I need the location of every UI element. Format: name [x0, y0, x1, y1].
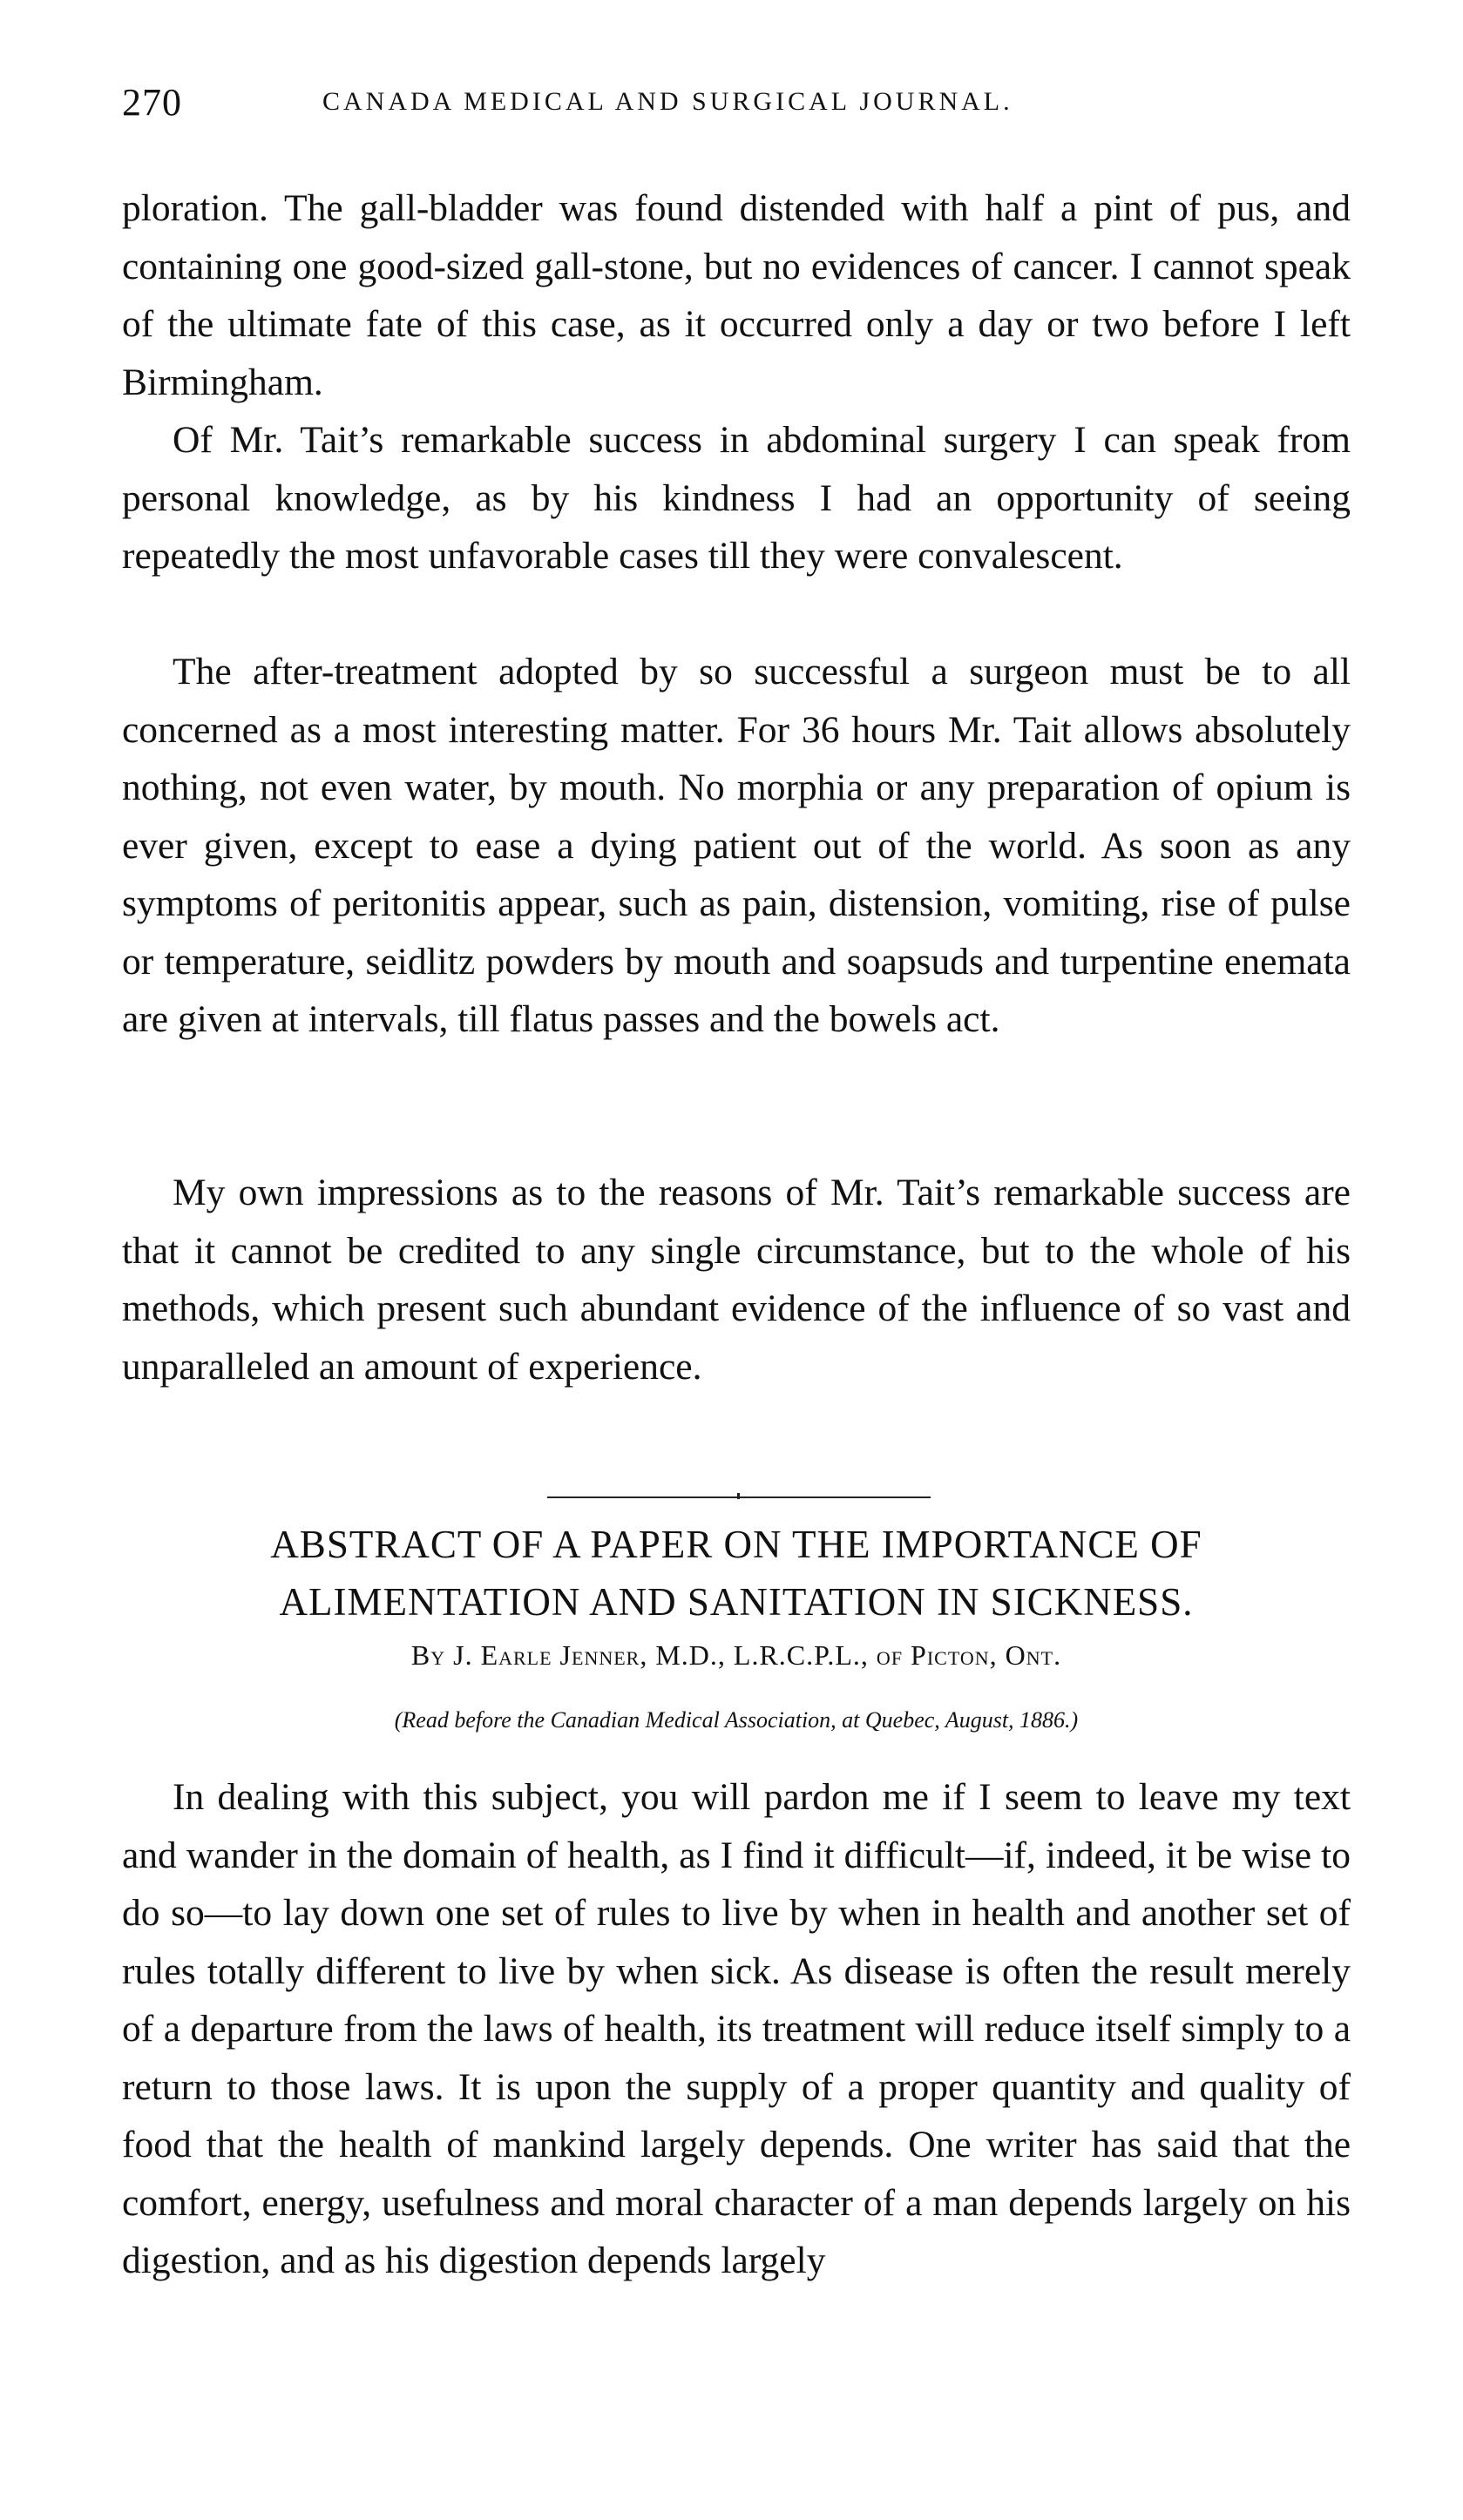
article-title: ABSTRACT OF A PAPER ON THE IMPORTANCE OF ALIMENTATION AND SANITATION IN SICKNESS. [270, 1523, 1202, 1624]
article-byline: By J. Earle Jenner, M.D., L.R.C.P.L., of Picton, Ont. [410, 1639, 1062, 1671]
journal-title: CANADA MEDICAL AND SURGICAL JOURNAL. [322, 87, 1013, 116]
section-divider [547, 1496, 931, 1498]
paragraph-text: The after-treatment adopted by so successful a surgeon must be to all concerned as a most interesting matter. For 36 hours Mr. Tait allows absolutely nothing, not even water, by mouth. No morphia or any preparation of opium is ever given, except to ease a dying patient out of the world. As soon as any symptoms of peritonitis appear, such as pain, distension, vomiting, rise of pulse or temperature, seidlitz powders by mouth and soapsuds and turpentine enemata are given at intervals, till flatus passes and the bowels act. [122, 651, 1351, 1040]
paragraph-text: My own impressions as to the reasons of Mr. Tait’s remarkable success are that it cannot be credited to any single circumstance, but to the whole of his methods, which present such abundant evidence of the influence of so vast and unparalleled an amount of experience. [122, 1172, 1351, 1388]
paragraph-tait-success [122, 411, 1351, 585]
paragraph-impressions [122, 1164, 1351, 1395]
page-number: 270 [122, 81, 182, 124]
paragraph-article-intro [122, 1768, 1351, 2290]
paragraph-continuation [122, 179, 1351, 411]
divider-tick [737, 1493, 740, 1499]
paragraph-after-treatment [122, 643, 1351, 1049]
paragraph-text: In dealing with this subject, you will pardon me if I seem to leave my text and wander in the domain of health, as I find it difficult—if, indeed, it be wise to do so—to lay down one set of rules to live by when in health and another set of rules totally different to live by when sick. As disease is often the result merely of a departure from the laws of health, its treatment will reduce itself simply to a return to those laws. It is upon the supply of a proper quantity and quality of food that the health of mankind largely depends. One writer has said that the comfort, energy, usefulness and moral character of a man depends largely on his digestion, and as his digestion depends largely [122, 1776, 1351, 2281]
running-head [122, 80, 1359, 132]
paragraph-text: Of Mr. Tait’s remarkable success in abdominal surgery I can speak from personal knowledge, as by his kindness I had an opportunity of seeing repeatedly the most unfavorable cases till they were convalescent. [122, 419, 1351, 577]
article-read-note: (Read before the Canadian Medical Association, at Quebec, August, 1886.) [394, 1707, 1079, 1733]
paragraph-text: ploration. The gall-bladder was found distended with half a pint of pus, and containing one good-sized gall-stone, but no evidences of cancer. I cannot speak of the ultimate fate of this case, as it occurred only a day or two before I left Birmingham. [122, 187, 1351, 403]
